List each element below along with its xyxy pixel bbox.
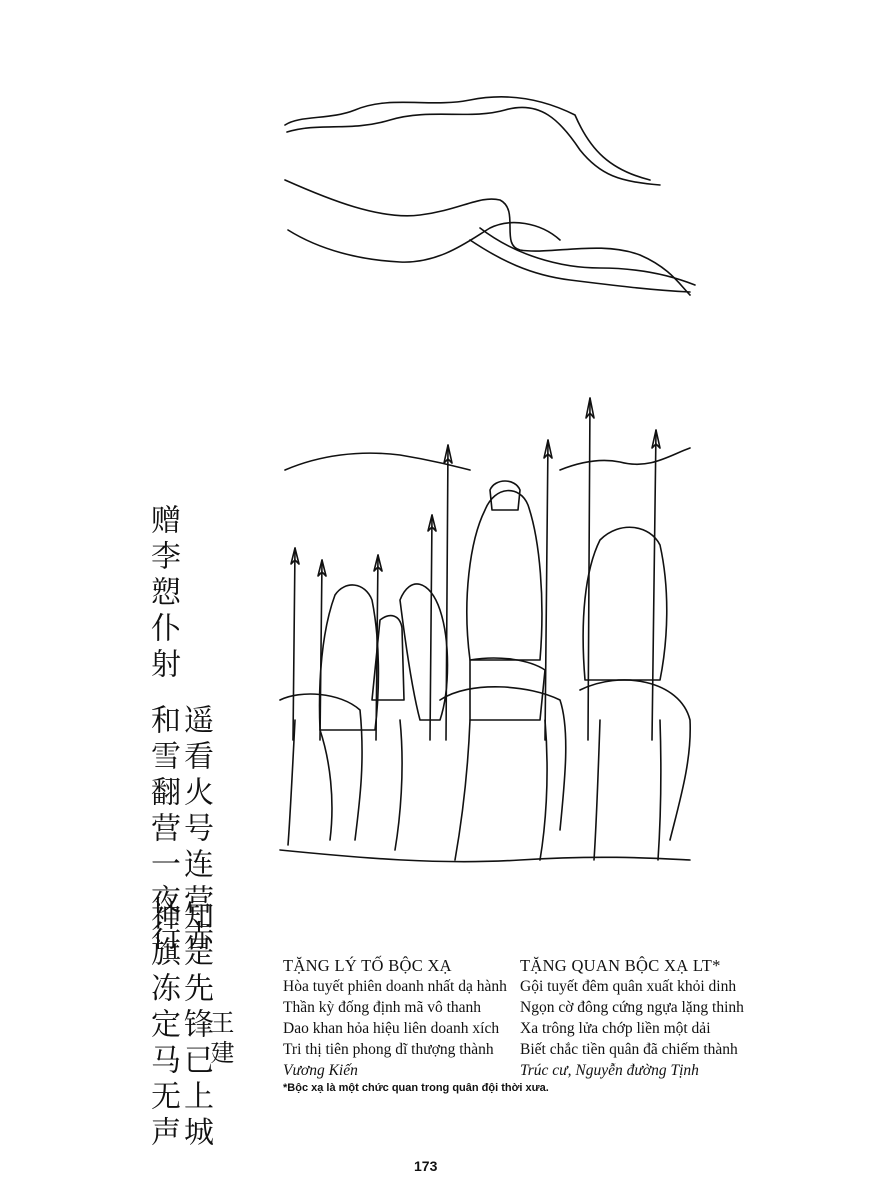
horses-drawing (280, 584, 690, 860)
chinese-title: 赠李愬仆射 (145, 504, 180, 684)
poem-original-line: Tri thị tiên phong dĩ thượng thành (283, 1041, 494, 1058)
poem-translation-line: Xa trông lửa chớp liền một dải (520, 1020, 711, 1037)
poem-translation-line: Gội tuyết đêm quân xuất khỏi dinh (520, 978, 737, 995)
ground-line (280, 850, 690, 862)
chinese-line-4: 神旗冻定马无声 (145, 900, 180, 1152)
chinese-author: 王建 (206, 1010, 234, 1070)
horizon-line (285, 448, 690, 470)
footnote: *Bộc xạ là một chức quan trong quân đội thời xưa. (283, 1082, 549, 1094)
page-number: 173 (414, 1158, 438, 1174)
poem-translation-line: Ngọn cờ đông cứng ngựa lặng thinh (520, 999, 744, 1016)
poem-translation-line: Biết chắc tiền quân đã chiếm thành (520, 1041, 738, 1058)
poem-original-author: Vương Kiến (283, 1062, 358, 1079)
poem-translation-author: Trúc cư, Nguyễn đường Tịnh (520, 1062, 699, 1079)
chinese-line-3: 知是先锋已上城 (178, 900, 213, 1152)
poem-original-line: Hòa tuyết phiên doanh nhất dạ hành (283, 978, 507, 995)
poem-translation-title: TẶNG QUAN BỘC XẠ LT* (520, 956, 721, 975)
soldiers-drawing (320, 481, 667, 730)
chinese-line-2: 和雪翻营一夜行 (145, 704, 180, 956)
poem-translation (520, 955, 744, 1081)
poem-original-line: Dao khan hỏa hiệu liên doanh xích (283, 1020, 500, 1037)
chinese-line-1: 遥看火号连营赤 (178, 704, 213, 956)
clouds-drawing (285, 97, 695, 295)
poem-original (283, 955, 507, 1081)
poem-original-line: Thần kỳ đống định mã vô thanh (283, 999, 482, 1016)
poem-original-title: TẶNG LÝ TỐ BỘC XẠ (283, 956, 452, 975)
